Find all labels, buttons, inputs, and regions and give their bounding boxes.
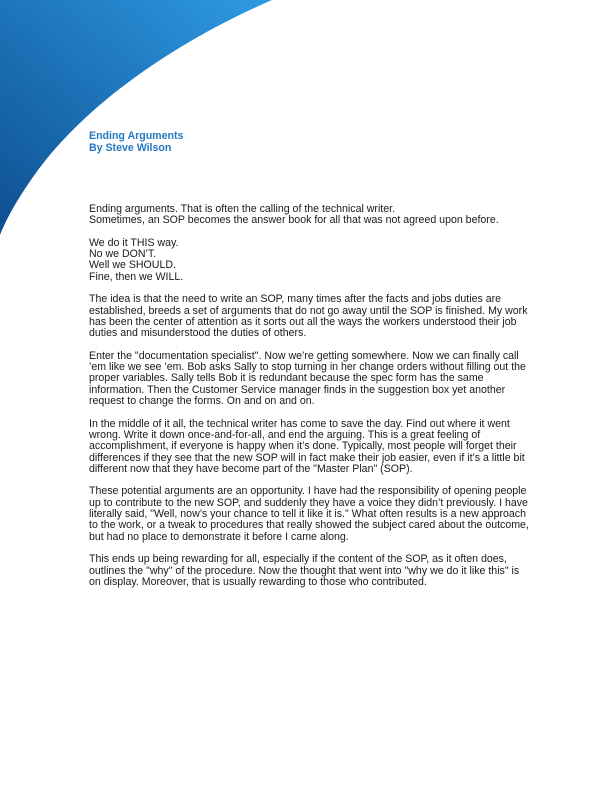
body-paragraph: Enter the "documentation specialist". Now we’re getting somewhere. Now we can finally call ’em like we see ’em. Bob asks Sally to stop turning in her change orders without filling out the proper variables. Sally tells Bob it is redundant because the spec form has the same information. Then the Customer Service manager finds in the suggestion box yet another request to change the forms. On and on and on. <box>89 349 526 408</box>
body-paragraph: These potential arguments are an opportunity. I have had the responsibility of opening people up to contribute to the new SOP, and suddenly they have a voice they didn’t previously. I have literally said, "Well, now’s your chance to tell it like it is." What often results is a new approach to the work, or a tweak to procedures that really showed the subject cared about the outcome, but had no place to demonstrate it before I came along. <box>89 485 529 543</box>
dialogue-line: Well we SHOULD. <box>89 259 176 272</box>
intro-paragraph <box>89 204 529 227</box>
title-block <box>89 131 183 154</box>
dialogue-line: We do it THIS way. <box>89 236 179 249</box>
intro-line: Ending arguments. That is often the calling of the technical writer. <box>89 203 396 215</box>
article-title: Ending Arguments <box>89 130 184 142</box>
intro-line: Sometimes, an SOP becomes the answer book for all that was not agreed upon before. <box>89 214 499 227</box>
body-paragraph: The idea is that the need to write an SOP, many times after the facts and jobs duties are established, breeds a set of arguments that do not go away until the SOP is finished. My work has been the center of attention as it sorts out all the ways the workers understood their job duties and misunderstood the duties of others. <box>89 293 528 340</box>
dialogue-line: Fine, then we WILL. <box>89 270 184 283</box>
dialogue-block <box>89 238 529 283</box>
article-byline: By Steve Wilson <box>89 141 172 154</box>
dialogue-line: No we DON’T. <box>89 248 157 261</box>
body-paragraph: In the middle of it all, the technical writer has come to save the day. Find out where it went wrong. Write it down once-and-for-all, and end the arguing. This is a great feeling of accomplishment, if everyone is happy when it’s done. Typically, most people will forget their differences if they see that the new SOP will in fact make their job easier, even if it’s a little bit different now that they have become part of the "Master Plan" (SOP). <box>89 417 525 475</box>
article-body <box>89 204 529 599</box>
body-paragraph: This ends up being rewarding for all, especially if the content of the SOP, as it often does, outlines the "why" of the procedure. Now the thought that went into "why we do it like this" is on display. Moreover, that is usually rewarding to those who contributed. <box>89 553 520 588</box>
